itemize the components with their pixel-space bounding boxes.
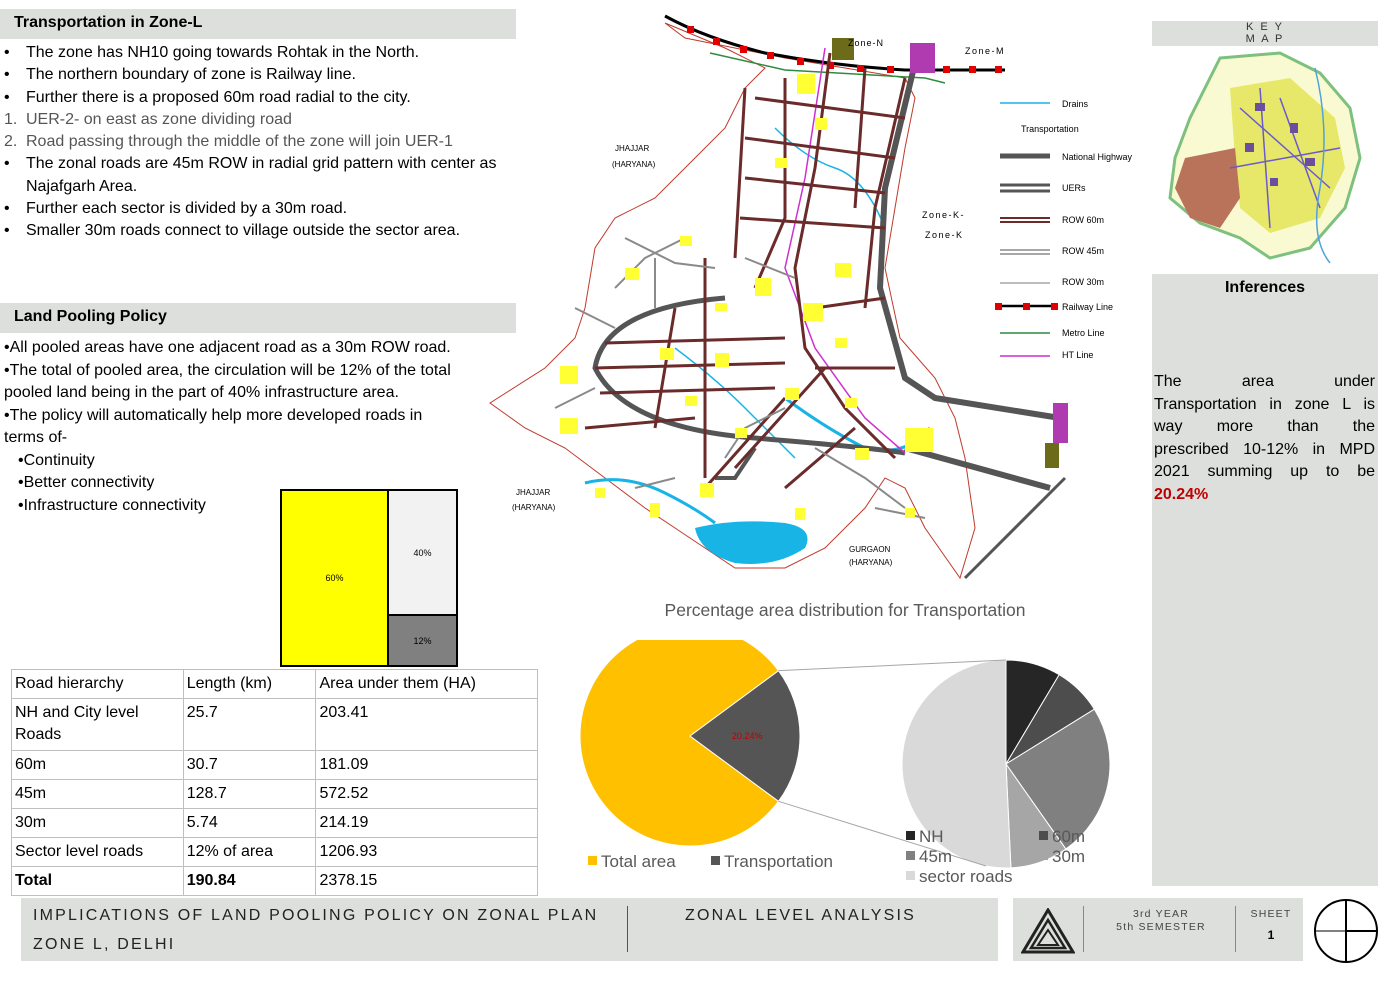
table-cell: 214.19 (316, 809, 538, 838)
legend-row60: ROW 60m (1062, 215, 1105, 225)
transport-point-text: Further each sector is divided by a 30m road. (26, 200, 348, 218)
chart-title: Percentage area distribution for Transportation (664, 600, 1026, 620)
inference-line: way more than the (1154, 418, 1375, 436)
transport-point-text: Road passing through the middle of the zone will join UER-1 (26, 133, 453, 151)
table-row (12, 780, 538, 809)
table-cell: 190.84 (183, 867, 316, 896)
pooling-point-1: •All pooled areas have one adjacent road as a 30m ROW road. (4, 339, 451, 356)
share-12-label: 12% (413, 635, 432, 646)
bullet-marker: 1. (4, 110, 18, 128)
inference-line: The area under (1154, 373, 1375, 390)
road-hierarchy-table (11, 669, 538, 896)
transport-point (0, 42, 516, 64)
legend-nh: NH (919, 827, 944, 846)
label-jhajjar-1: JHAJJAR (615, 144, 650, 153)
legend-swatch-total (588, 856, 597, 865)
footer-title-line1: IMPLICATIONS OF LAND POOLING POLICY ON ZONAL PLAN (33, 907, 599, 924)
transport-point (0, 198, 516, 220)
footer-title-line2: ZONE L, DELHI (33, 936, 176, 953)
legend-national-highway: National Highway (1062, 152, 1133, 162)
label-jhajjar-1-state: (HARYANA) (612, 160, 656, 169)
footer-divider (627, 906, 628, 952)
table-cell: NH and City level Roads (12, 699, 184, 751)
footer-info-divider (1083, 906, 1084, 952)
transport-point-text: The zonal roads are 45m ROW in radial grid pattern with center as Najafgarh Area. (26, 155, 497, 195)
legend-swatch-45m (906, 851, 915, 860)
table-cell: 203.41 (316, 699, 538, 751)
transport-point-text: The northern boundary of zone is Railway line. (26, 66, 356, 84)
legend-row45: ROW 45m (1062, 246, 1105, 256)
row45-roads (555, 238, 925, 518)
share-12-block (389, 616, 456, 665)
transport-point (0, 109, 516, 131)
label-gurgaon-state: (HARYANA) (849, 558, 893, 567)
year-semester (1101, 908, 1221, 934)
transport-point (0, 87, 516, 109)
inferences-text (1154, 371, 1375, 507)
table-header-cell: Road hierarchy (12, 670, 184, 699)
transport-point (0, 131, 516, 153)
footer-title-block (21, 898, 998, 961)
bullet-marker: • (4, 88, 10, 106)
pooling-sub-1: •Continuity (18, 451, 95, 469)
legend-swatch-30m (1039, 851, 1048, 860)
key-map-title-line2: M A P (1245, 33, 1285, 45)
table-cell: 5.74 (183, 809, 316, 838)
key-map-title (1152, 21, 1378, 46)
pooling-point-3: •The policy will automatically help more developed roads in terms of- (4, 406, 423, 446)
bullet-marker: • (4, 222, 10, 240)
water-body (695, 521, 808, 564)
label-gurgaon: GURGAON (849, 545, 891, 554)
table-row (12, 809, 538, 838)
label-jhajjar-2-state: (HARYANA) (512, 503, 556, 512)
map-legend (995, 99, 1133, 360)
table-cell: Total (12, 867, 184, 896)
label-jhajjar-2: JHAJJAR (516, 488, 551, 497)
legend-transportation: Transportation (724, 852, 833, 871)
legend-ht: HT Line (1062, 350, 1094, 360)
north-arrow-icon (1312, 897, 1380, 965)
bullet-marker: • (4, 44, 10, 61)
table-row (12, 751, 538, 780)
label-zone-n: Zone-N (848, 38, 885, 48)
transport-point (0, 64, 516, 86)
legend-swatch-nh (906, 831, 915, 840)
inference-highlight: 20.24% (1154, 485, 1209, 503)
table-cell: 60m (12, 751, 184, 780)
table-row (12, 838, 538, 867)
land-share-diagram (280, 489, 458, 667)
transport-point-text: Further there is a proposed 60m road radial to the city. (26, 88, 411, 106)
legend-metro: Metro Line (1062, 328, 1105, 338)
legend-swatch-60m (1039, 831, 1048, 840)
label-zone-m: Zone-M (965, 46, 1006, 56)
share-60-block (282, 491, 389, 665)
share-60-label: 60% (325, 573, 344, 583)
share-40-label: 40% (413, 547, 432, 558)
table-cell: 30m (12, 809, 184, 838)
legend-45m: 45m (919, 847, 953, 866)
sheet-number: 1 (1267, 928, 1275, 942)
uer-road (595, 298, 905, 453)
table-total-row (12, 867, 538, 896)
transport-points (0, 42, 516, 243)
footer-info-divider-2 (1235, 906, 1236, 952)
transport-point-text: UER-2- on east as zone dividing road (26, 110, 292, 128)
transport-point-text: Smaller 30m roads connect to village outside the sector area. (26, 222, 461, 240)
national-highway (880, 63, 1060, 418)
pie-of-pie-chart (580, 640, 1140, 890)
transport-point (0, 153, 516, 198)
legend-total-area: Total area (601, 852, 676, 871)
inference-line: 2021 summing up to be (1154, 463, 1375, 481)
table-cell: 181.09 (316, 751, 538, 780)
expressway-line (965, 478, 1065, 578)
footer-section: ZONAL LEVEL ANALYSIS (685, 907, 917, 924)
legend-transportation: Transportation (1021, 124, 1079, 134)
pooling-sub-3: •Infrastructure connectivity (18, 496, 206, 514)
primary-pie (580, 640, 800, 846)
table-cell: 12% of area (183, 838, 316, 867)
table-cell: 45m (12, 780, 184, 809)
key-map (1160, 48, 1375, 266)
year-label: 3rd YEAR (1132, 908, 1190, 920)
sheet-label: SHEET (1250, 908, 1292, 920)
inferences-heading: Inferences (1224, 279, 1306, 296)
table-cell: 572.52 (316, 780, 538, 809)
inference-line: prescribed 10-12% in MPD (1154, 440, 1375, 458)
share-40-block (389, 491, 456, 616)
label-zone-k1: Zone-K- (922, 210, 966, 220)
inferences-panel (1152, 274, 1378, 886)
semester-label: 5th SEMESTER (1116, 921, 1206, 933)
logo-icon (1021, 908, 1075, 954)
table-row (12, 699, 538, 751)
table-cell: 2378.15 (316, 867, 538, 896)
pooling-point-2: •The total of pooled area, the circulation will be 12% of the total pooled land being in the part of 40% infrastructure area. (4, 361, 451, 401)
inference-line: Transportation in zone L is (1154, 395, 1375, 413)
table-header-row (12, 670, 538, 699)
bullet-marker: • (4, 200, 10, 218)
zone-k-patch (1053, 403, 1068, 443)
zone-k-patch-2 (1045, 443, 1059, 468)
transport-point-text: The zone has NH10 going towards Rohtak in the North. (26, 44, 420, 61)
legend-60m: 60m (1052, 827, 1086, 846)
legend-drains: Drains (1062, 99, 1089, 109)
table-cell: 128.7 (183, 780, 316, 809)
zone-m-patch (910, 43, 935, 73)
transport-heading: Transportation in Zone-L (0, 9, 516, 39)
legend-railway: Railway Line (1062, 302, 1114, 312)
table-header-cell: Area under them (HA) (316, 670, 538, 699)
bullet-marker: • (4, 66, 10, 84)
key-map-title-line1: K E Y (1246, 21, 1284, 33)
table-cell: 30.7 (183, 751, 316, 780)
table-cell: 1206.93 (316, 838, 538, 867)
table-header-cell: Length (km) (183, 670, 316, 699)
legend-sector-roads: sector roads (919, 867, 1013, 886)
pooling-heading: Land Pooling Policy (0, 303, 516, 333)
legend-swatch-sector (906, 871, 915, 880)
legend-swatch-transport (711, 856, 720, 865)
pie-data-label: 20.24% (731, 731, 763, 741)
pooling-sub-2: •Better connectivity (18, 474, 155, 491)
bullet-marker: 2. (4, 133, 18, 151)
table-cell: 25.7 (183, 699, 316, 751)
legend-30m: 30m (1052, 847, 1086, 866)
transport-point (0, 220, 516, 242)
table-cell: Sector level roads (12, 838, 184, 867)
footer-info-block (1013, 898, 1303, 961)
legend-uers: UERs (1062, 183, 1086, 193)
label-zone-k2: Zone-K (925, 230, 964, 240)
national-highway (905, 448, 1050, 488)
bullet-marker: • (4, 155, 10, 173)
zone-map (485, 8, 1145, 583)
legend-row30: ROW 30m (1062, 277, 1105, 287)
